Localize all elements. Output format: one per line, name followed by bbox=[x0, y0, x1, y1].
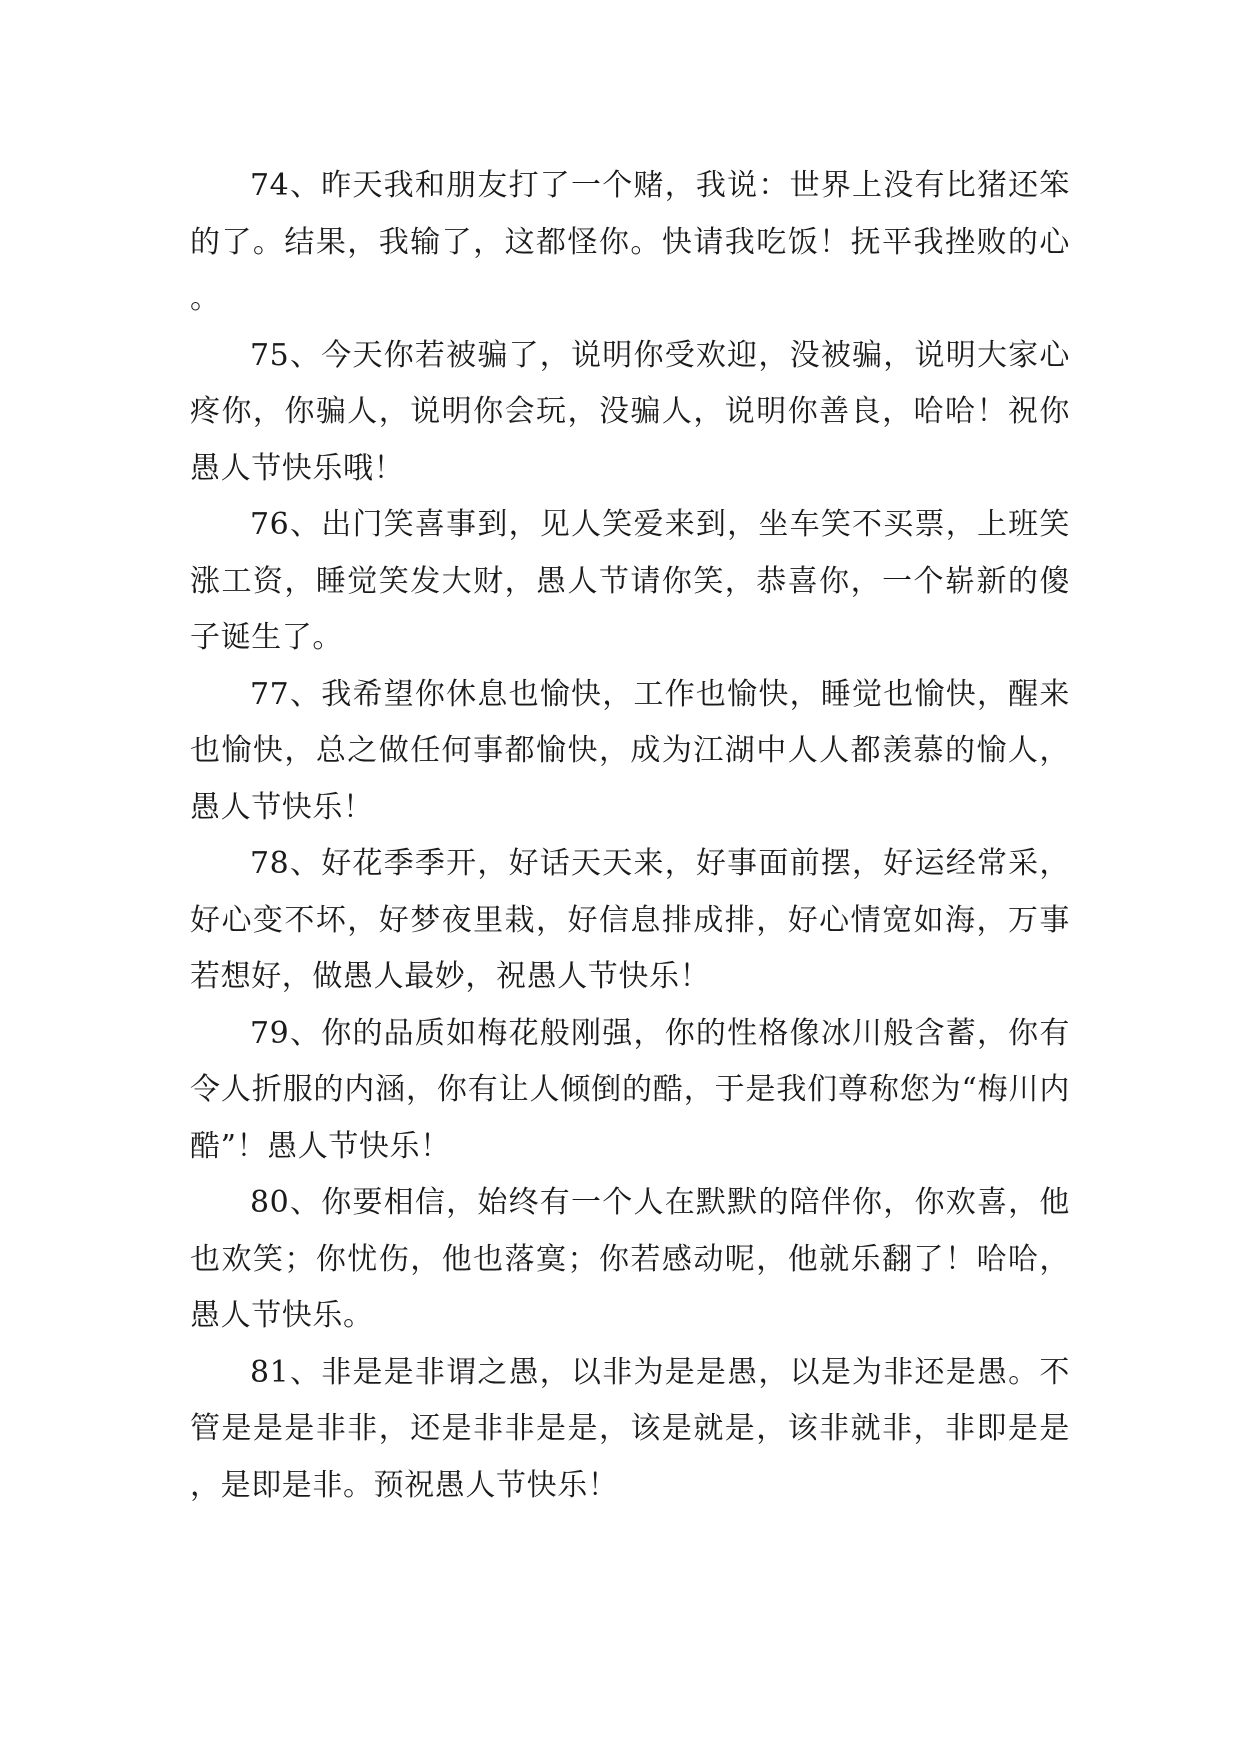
paragraph-74: 74、昨天我和朋友打了一个赌，我说：世界上没有比猪还笨的了。结果，我输了，这都怪你。快请我吃饭！抚平我挫败的心。 bbox=[190, 168, 1070, 316]
paragraph-78: 78、好花季季开，好话天天来，好事面前摆，好运经常采，好心变不坏，好梦夜里栽，好信息排成排，好心情宽如海，万事若想好，做愚人最妙，祝愚人节快乐！ bbox=[190, 846, 1070, 994]
document-body bbox=[190, 158, 1070, 1514]
paragraph-77: 77、我希望你休息也愉快，工作也愉快，睡觉也愉快，醒来也愉快，总之做任何事都愉快，成为江湖中人人都羡慕的愉人，愚人节快乐！ bbox=[190, 676, 1070, 825]
paragraph-75: 75、今天你若被骗了，说明你受欢迎，没被骗，说明大家心疼你，你骗人，说明你会玩，没骗人，说明你善良，哈哈！祝你愚人节快乐哦！ bbox=[190, 337, 1070, 486]
paragraph-76: 76、出门笑喜事到，见人笑爱来到，坐车笑不买票，上班笑涨工资，睡觉笑发大财，愚人节请你笑，恭喜你，一个崭新的傻子诞生了。 bbox=[190, 507, 1070, 655]
paragraph-79: 79、你的品质如梅花般刚强，你的性格像冰川般含蓄，你有令人折服的内涵，你有让人倾倒的酷，于是我们尊称您为“梅川内酷”！愚人节快乐！ bbox=[190, 1015, 1070, 1164]
paragraph-81: 81、非是是非谓之愚，以非为是是愚，以是为非还是愚。不管是是是非非，还是非非是是，该是就是，该非就非，非即是是，是即是非。预祝愚人节快乐！ bbox=[190, 1354, 1070, 1503]
paragraph-80: 80、你要相信，始终有一个人在默默的陪伴你，你欢喜，他也欢笑；你忧伤，他也落寞；你若感动呢，他就乐翻了！哈哈，愚人节快乐。 bbox=[190, 1185, 1070, 1333]
